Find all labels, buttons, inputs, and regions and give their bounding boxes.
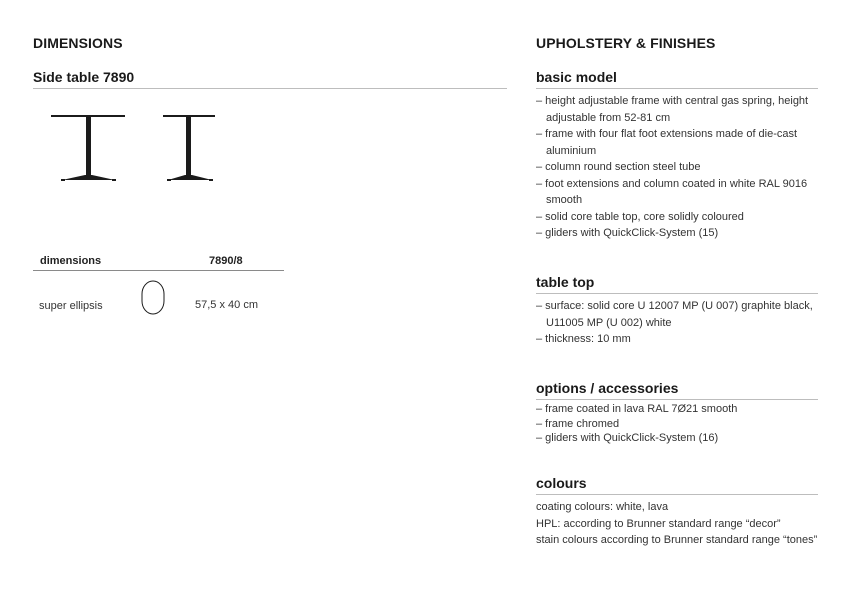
- list-item: – frame coated in lava RAL 7Ø21 smooth: [536, 403, 738, 415]
- options-accessories-title: options / accessories: [536, 380, 818, 400]
- list-item: – height adjustable frame with central gas spring, height adjustable from 52-81 cm: [536, 95, 809, 124]
- list-item: – thickness: 10 mm: [536, 333, 631, 345]
- basic-model-title: basic model: [536, 69, 818, 89]
- table-row: [33, 271, 284, 321]
- dimensions-heading: DIMENSIONS: [33, 35, 123, 51]
- product-title: Side table 7890: [33, 69, 507, 89]
- list-item: – surface: solid core U 12007 MP (U 007) graphite black, U11005 MP (U 002) white: [536, 300, 813, 329]
- column-header-model: 7890/8: [209, 255, 243, 267]
- table-top-list: [536, 298, 818, 348]
- list-item: – column round section steel tube: [536, 161, 701, 173]
- list-item: – foot extensions and column coated in white RAL 9016 smooth: [536, 177, 808, 206]
- colours-line: coating colours: white, lava: [536, 501, 669, 513]
- colours-title: colours: [536, 475, 818, 495]
- super-ellipsis-icon: [141, 280, 165, 316]
- side-table-side-view-drawing: [161, 112, 221, 184]
- shape-label: super ellipsis: [39, 300, 103, 312]
- colours-line: stain colours according to Brunner standard range “tones”: [536, 534, 818, 546]
- size-value: 57,5 x 40 cm: [195, 299, 258, 311]
- dimensions-table: [33, 254, 284, 321]
- upholstery-finishes-heading: UPHOLSTERY & FINISHES: [536, 35, 716, 51]
- column-header-dimensions: dimensions: [40, 255, 102, 267]
- list-item: – gliders with QuickClick-System (15): [536, 227, 719, 239]
- list-item: – frame chromed: [536, 417, 620, 430]
- table-top-title: table top: [536, 274, 818, 294]
- list-item: – solid core table top, core solidly coloured: [536, 210, 744, 223]
- basic-model-list: [536, 93, 818, 242]
- list-item: – gliders with QuickClick-System (16): [536, 432, 719, 444]
- options-accessories-list: [536, 402, 818, 446]
- side-table-front-view-drawing: [49, 112, 145, 184]
- dimensions-table-header: [33, 254, 284, 271]
- list-item: – frame with four flat foot extensions made of die-cast aluminium: [536, 128, 798, 157]
- colours-text: [536, 499, 818, 549]
- colours-line: HPL: according to Brunner standard range “decor”: [536, 517, 781, 530]
